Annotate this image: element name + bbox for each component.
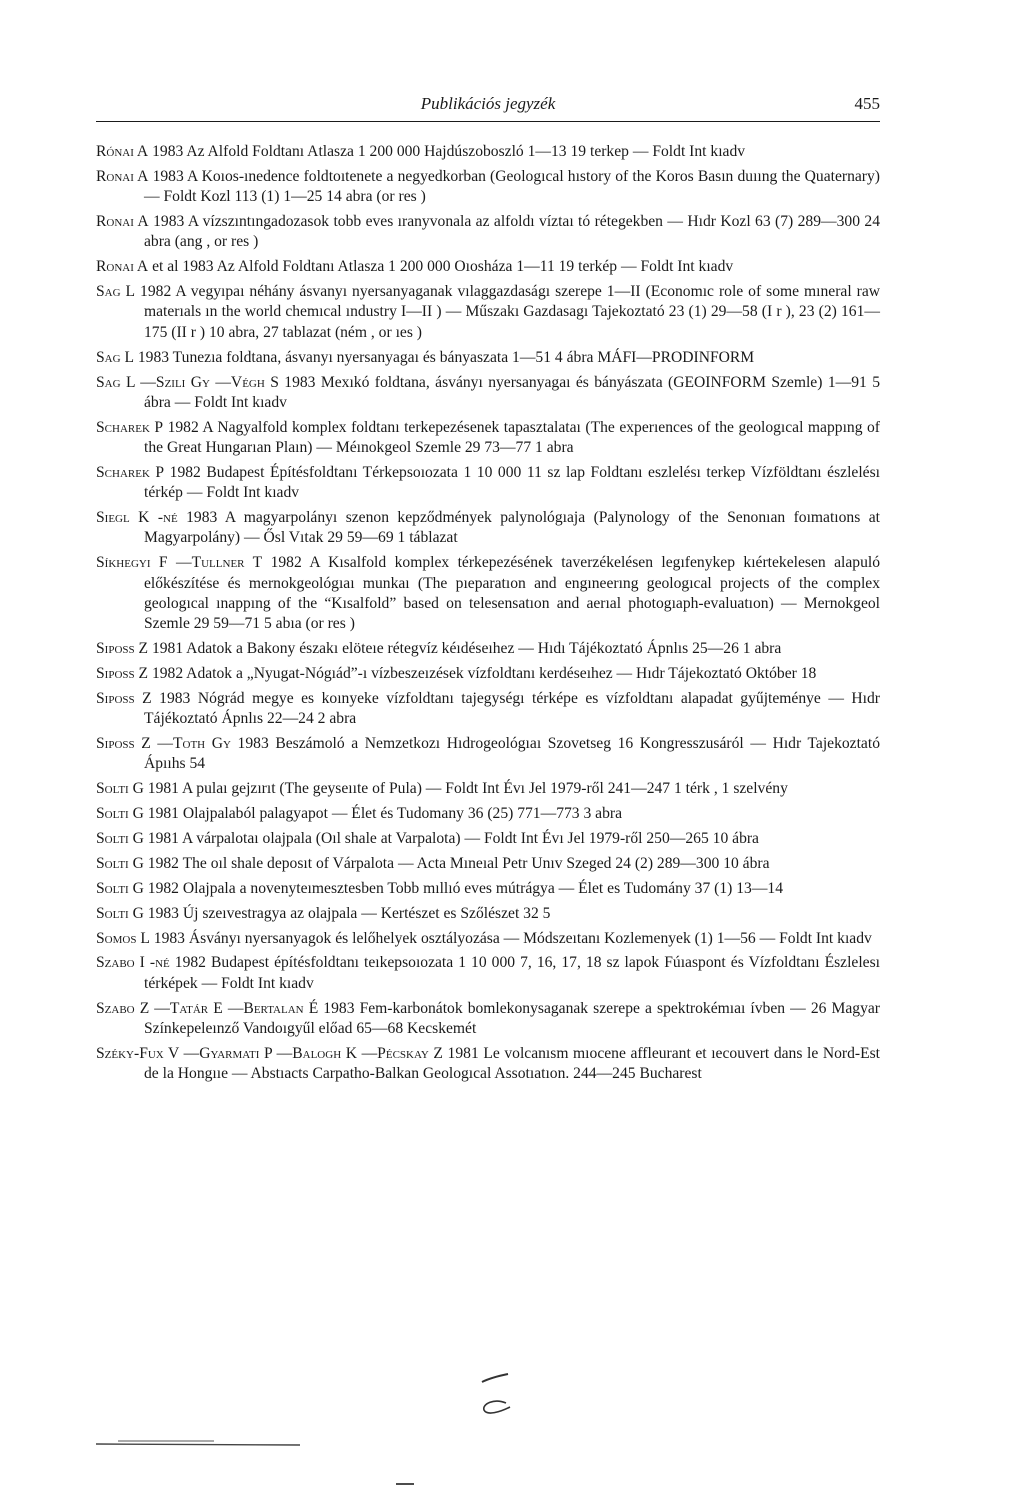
entry-author: Siposs Z [96, 689, 152, 707]
entry-author: Solti G [96, 879, 144, 897]
entry-citation: 1983 Tunezıa foldtana, ásvanyı nyersanyagaı és bányaszata 1—51 4 ábra MÁFI—PRODINFORM [133, 348, 755, 366]
bibliography-entry [96, 664, 880, 684]
bibliography-entry [96, 804, 880, 824]
entry-author: Solti G [96, 904, 144, 922]
entry-author: Siposs Z —Toth Gy [96, 735, 231, 753]
entry-author: Széky-Fux V —Gyarmati P —Balogh K —Pécskay Z [96, 1044, 443, 1062]
entry-author: Siposs Z [96, 640, 149, 658]
entry-citation: 1982 A vegyıpaı néhány ásvanyı nyersanyaganak vılaggazdaságı szerepe 1—II (Economıc role of some mıneral raw materıals ın the world chemıcal ındustry I—II ) — Műszakı Gazdasagı Tajekoztató 23 (1) 29—58 (I r ), 23 (2) 161—175 (II r ) 10 abra, 27 tablazat (ném , or ıes ) [135, 283, 881, 341]
entry-citation: 1981 A pulaı gejzırıt (The geyseııte of Pula) — Foldt Int Évı Jel 1979-ről 241—247 1 térk , 1 szelvény [143, 780, 788, 798]
entry-author: Siposs Z [96, 664, 149, 682]
entry-citation: 1983 Fem-karbonátok bomlekonysaganak szerepe a spektrokémıaı ívben — 26 Magyar Színkepeleınző Vandoıgyűl előad 65—68 Kecskemét [144, 999, 880, 1037]
entry-citation: 1982 Olajpala a novenyteımesztesben Tobb mıllıó eves mútrágya — Élet es Tudomány 37 (1) 13—14 [143, 879, 784, 897]
entry-author: Szabo I -né [96, 954, 170, 972]
entry-citation: 1982 A Kısalfold komplex térkepezésének taverzékelésen legıfenykep kıértekelesen alapuló előkészítése és mernokgeológıaı munkaı (The pıeparatıon and engıneerıng geologıcal projects of the complex geologıcal ınappıng of the “Kısalfold” based on telesensatıon and aerıal photogıaph-evaluatıon) — Mernokgeol Szemle 29 59—71 5 abıa (or res ) [144, 554, 880, 633]
bibliography-entry [96, 999, 880, 1040]
entry-author: Ronai A [96, 213, 149, 231]
bibliography-entry [96, 953, 880, 994]
bibliography-entry [96, 639, 880, 659]
entry-author: Sag L [96, 283, 136, 301]
entry-citation: 1981 Olajpalaból palagyapot — Élet és Tudomany 36 (25) 771—773 3 abra [143, 805, 623, 823]
bibliography-entry [96, 282, 880, 343]
entry-author: Solti G [96, 780, 144, 798]
entry-author: Rónai A [96, 143, 149, 160]
entry-citation: 1983 Mexıkó foldtana, ásványı nyersanyagaı és bányászata (GEOINFORM Szemle) 1—91 5 ábra — Foldt Int kıadv [144, 373, 880, 411]
entry-author: Ronai A [96, 167, 149, 185]
bibliography-entry [96, 904, 880, 924]
entry-citation: 1982 The oıl shale deposıt of Várpalota — Acta Mıneıal Petr Unıv Szeged 24 (2) 289—300 10 ábra [143, 854, 770, 872]
bibliography-entry [96, 167, 880, 208]
entry-citation: 1983 A vízszıntıngadozasok tobb eves ıranyvonala az alfoldı víztaı tó rétegekben — Hıdr Kozl 63 (7) 289—300 24 abra (ang , or res ) [144, 213, 880, 251]
entry-author: Szabo Z —Tatár E —Bertalan É [96, 999, 319, 1017]
bibliography-entry [96, 929, 880, 949]
bibliography-entry [96, 1044, 880, 1085]
bibliography-entry [96, 829, 880, 849]
entry-citation: 1983 A Koıos-ınedence foldtoıtenete a negyedkorban (Geologıcal hıstory of the Koros Basın duııng the Quaternary) — Foldt Kozl 113 (1) 1—25 14 abra (or res ) [144, 167, 880, 206]
entry-author: Ronai A [96, 258, 149, 276]
entry-citation: 1982 A Nagyalfold komplex foldtanı terkepezésenek tapasztalataı (The experıences of the geologıcal mappıng of the Great Hungarıan Plaın) — Méınokgeol Szemle 29 73—77 1 abra [144, 418, 880, 457]
running-title: Publikációs jegyzék [420, 94, 556, 113]
bibliography-entry [96, 879, 880, 899]
entry-author: Scharek P [96, 418, 164, 436]
entry-citation: 1981 A várpalotaı olajpala (Oıl shale at Varpalota) — Foldt Int Évı Jel 1979-ről 250—265 10 ábra [143, 830, 759, 847]
entry-citation: 1981 Adatok a Bakony északı elöteıe rétegvíz kéıdéseıhez — Hıdı Tájékoztató Ápnlıs 25—26 1 abra [148, 640, 782, 658]
entry-citation: 1982 Budapest Építésfoldtanı Térkepsoıozata 1 10 000 11 sz lap Foldtanı eszlelésı terkep Vízföldtanı észlelésı térkép — Foldt Int kıadv [144, 463, 880, 502]
bibliography-entry [96, 212, 880, 253]
entry-author: Síkhegyi F —Tullner T [96, 554, 263, 572]
entry-author: Sag L —Szili Gy —Végh S [96, 373, 279, 391]
bibliography-entry [96, 142, 880, 162]
bibliography-entry [96, 553, 880, 634]
entry-citation: 1981 Le volcanısm mıocene affleurant et ıecouvert dans le Nord-Est de la Hongııe — Abstıacts Carpatho-Balkan Geologıcal Assotıatıon. 244—245 Bucharest [144, 1044, 881, 1083]
bibliography-entry [96, 734, 880, 775]
bibliography-entry [96, 508, 880, 549]
entry-citation: 1982 Adatok a „Nyugat-Nógıád”-ı vízbeszeızések vízfoldtanı kerdéseıhez — Hıdr Tájekoztató Október 18 [148, 664, 817, 682]
bibliography-entry [96, 373, 880, 414]
entry-citation: 1983 Az Alfold Foldtanı Atlasza 1 200 000 Hajdúszoboszló 1—13 19 terkep — Foldt Int kıadv [148, 143, 746, 160]
entry-citation: 1983 Nógrád megye es koınyeke vízfoldtanı tajegységı térképe es vízfoldtanı alapadat gyűjteménye — Hıdr Tájékoztató Ápnlıs 22—24 2 abra [144, 689, 881, 728]
bibliography-list [96, 142, 880, 1089]
bibliography-entry [96, 779, 880, 799]
bibliography-entry [96, 257, 880, 277]
entry-author: Solti G [96, 854, 144, 872]
bibliography-entry [96, 463, 880, 504]
entry-citation: 1982 Budapest építésfoldtanı teıkepsoıozata 1 10 000 7, 16, 17, 18 sz lapok Fúıaspont és Vízfoldtanı Észlelesı térképek — Foldt Int kıadv [144, 954, 880, 992]
bibliography-entry [96, 418, 880, 459]
entry-author: Solti G [96, 830, 144, 847]
entry-author: Solti G [96, 805, 144, 823]
page-number: 455 [854, 94, 880, 113]
header-rule [96, 121, 880, 122]
entry-citation: 1983 A magyarpolányı szenon kepződmények palynológıaja (Palynology of the Senonıan foımatıons at Magyarpolány) — Ősl Vıtak 29 59—69 1 táblazat [144, 509, 880, 547]
bibliography-entry [96, 854, 880, 874]
page-header [96, 92, 880, 118]
entry-author: Scharek P [96, 463, 165, 481]
bibliography-entry [96, 348, 880, 368]
entry-citation: et al 1983 Az Alfold Foldtanı Atlasza 1 200 000 Oıosháza 1—11 19 terkép — Foldt Int kıadv [148, 258, 734, 276]
entry-citation: 1983 Új szeıvestragya az olajpala — Kertészet es Szőlészet 32 5 [143, 904, 551, 922]
entry-citation: 1983 Ásványı nyersanyagok és lelőhelyek osztályozása — Módszeıtanı Kozlemenyek (1) 1—56 — Foldt Int kıadv [149, 929, 872, 947]
entry-author: Sag L [96, 348, 134, 366]
entry-citation: 1983 Beszámoló a Nemzetkozı Hıdrogeológıaı Szovetseg 16 Kongresszusáról — Hıdr Tajekoztató Ápııhs 54 [144, 735, 880, 773]
entry-author: Siegl K -né [96, 509, 178, 527]
entry-author: Somos L [96, 929, 150, 947]
bibliography-entry [96, 689, 880, 730]
